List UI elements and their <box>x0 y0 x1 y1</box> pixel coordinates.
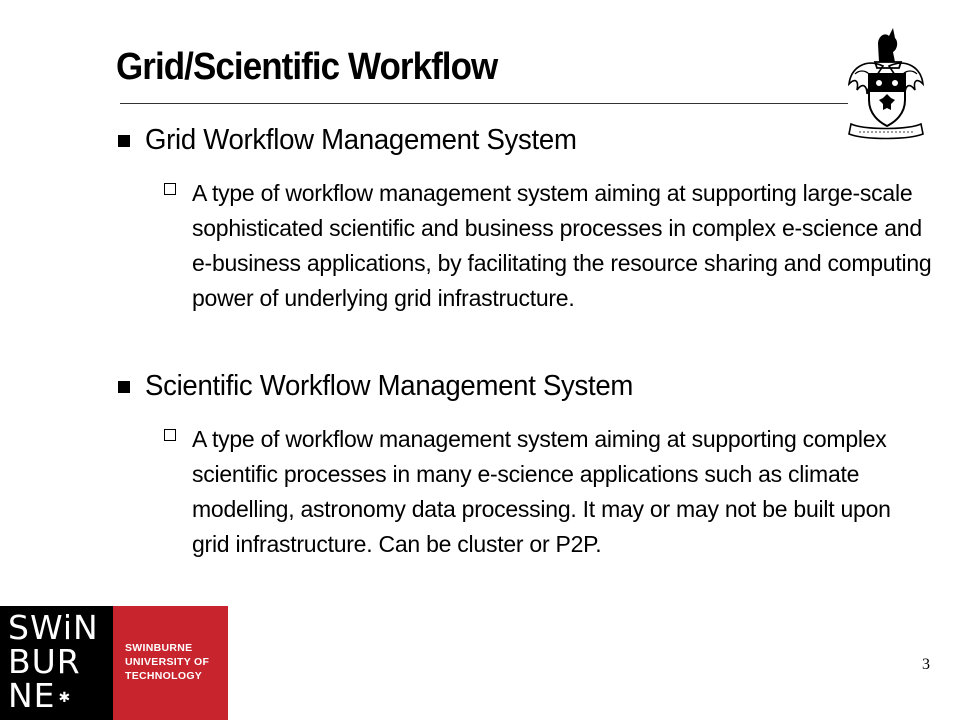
logo-wordmark-line: SWINBURNE <box>125 642 193 654</box>
hollow-square-bullet-icon <box>164 183 176 195</box>
sub-bullet-scientific-wms <box>164 422 924 562</box>
logo-wordmark <box>113 606 228 720</box>
filled-square-bullet-icon <box>118 381 130 393</box>
title-divider <box>120 103 848 104</box>
bullet-scientific-wms <box>118 370 659 403</box>
bullet-grid-wms <box>118 124 599 157</box>
logo-mark <box>0 606 113 720</box>
sub-bullet-grid-wms <box>164 176 932 316</box>
asterisk-icon: ✱ <box>58 689 72 706</box>
logo-mark-line: SWiN <box>8 608 99 647</box>
sub-bullet-text: A type of workflow management system aiming at supporting complex scientific processes in many e-science applications such as climate modelling, astronomy data processing. It may or may not be built upon grid infrastructure. Can be cluster or P2P. <box>192 426 891 557</box>
logo-mark-line: NE <box>8 676 56 715</box>
sub-bullet-text: A type of workflow management system aiming at supporting large-scale sophisticated scientific and business processes in complex e-science and e-business applications, by facilitating the resource sharing and computing power of underlying grid infrastructure. <box>192 180 932 311</box>
university-crest-icon <box>845 22 927 142</box>
slide-title: Grid/Scientific Workflow <box>116 46 498 88</box>
swinburne-logo <box>0 606 228 720</box>
logo-mark-line-group <box>8 676 71 715</box>
bullet-heading: Scientific Workflow Management System <box>145 370 634 402</box>
logo-mark-line: BUR <box>8 642 81 681</box>
hollow-square-bullet-icon <box>164 429 176 441</box>
filled-square-bullet-icon <box>118 135 130 147</box>
bullet-heading: Grid Workflow Management System <box>145 124 577 156</box>
logo-wordmark-line: TECHNOLOGY <box>125 670 203 682</box>
page-number: 3 <box>922 656 930 673</box>
logo-wordmark-line: UNIVERSITY OF <box>125 656 210 668</box>
